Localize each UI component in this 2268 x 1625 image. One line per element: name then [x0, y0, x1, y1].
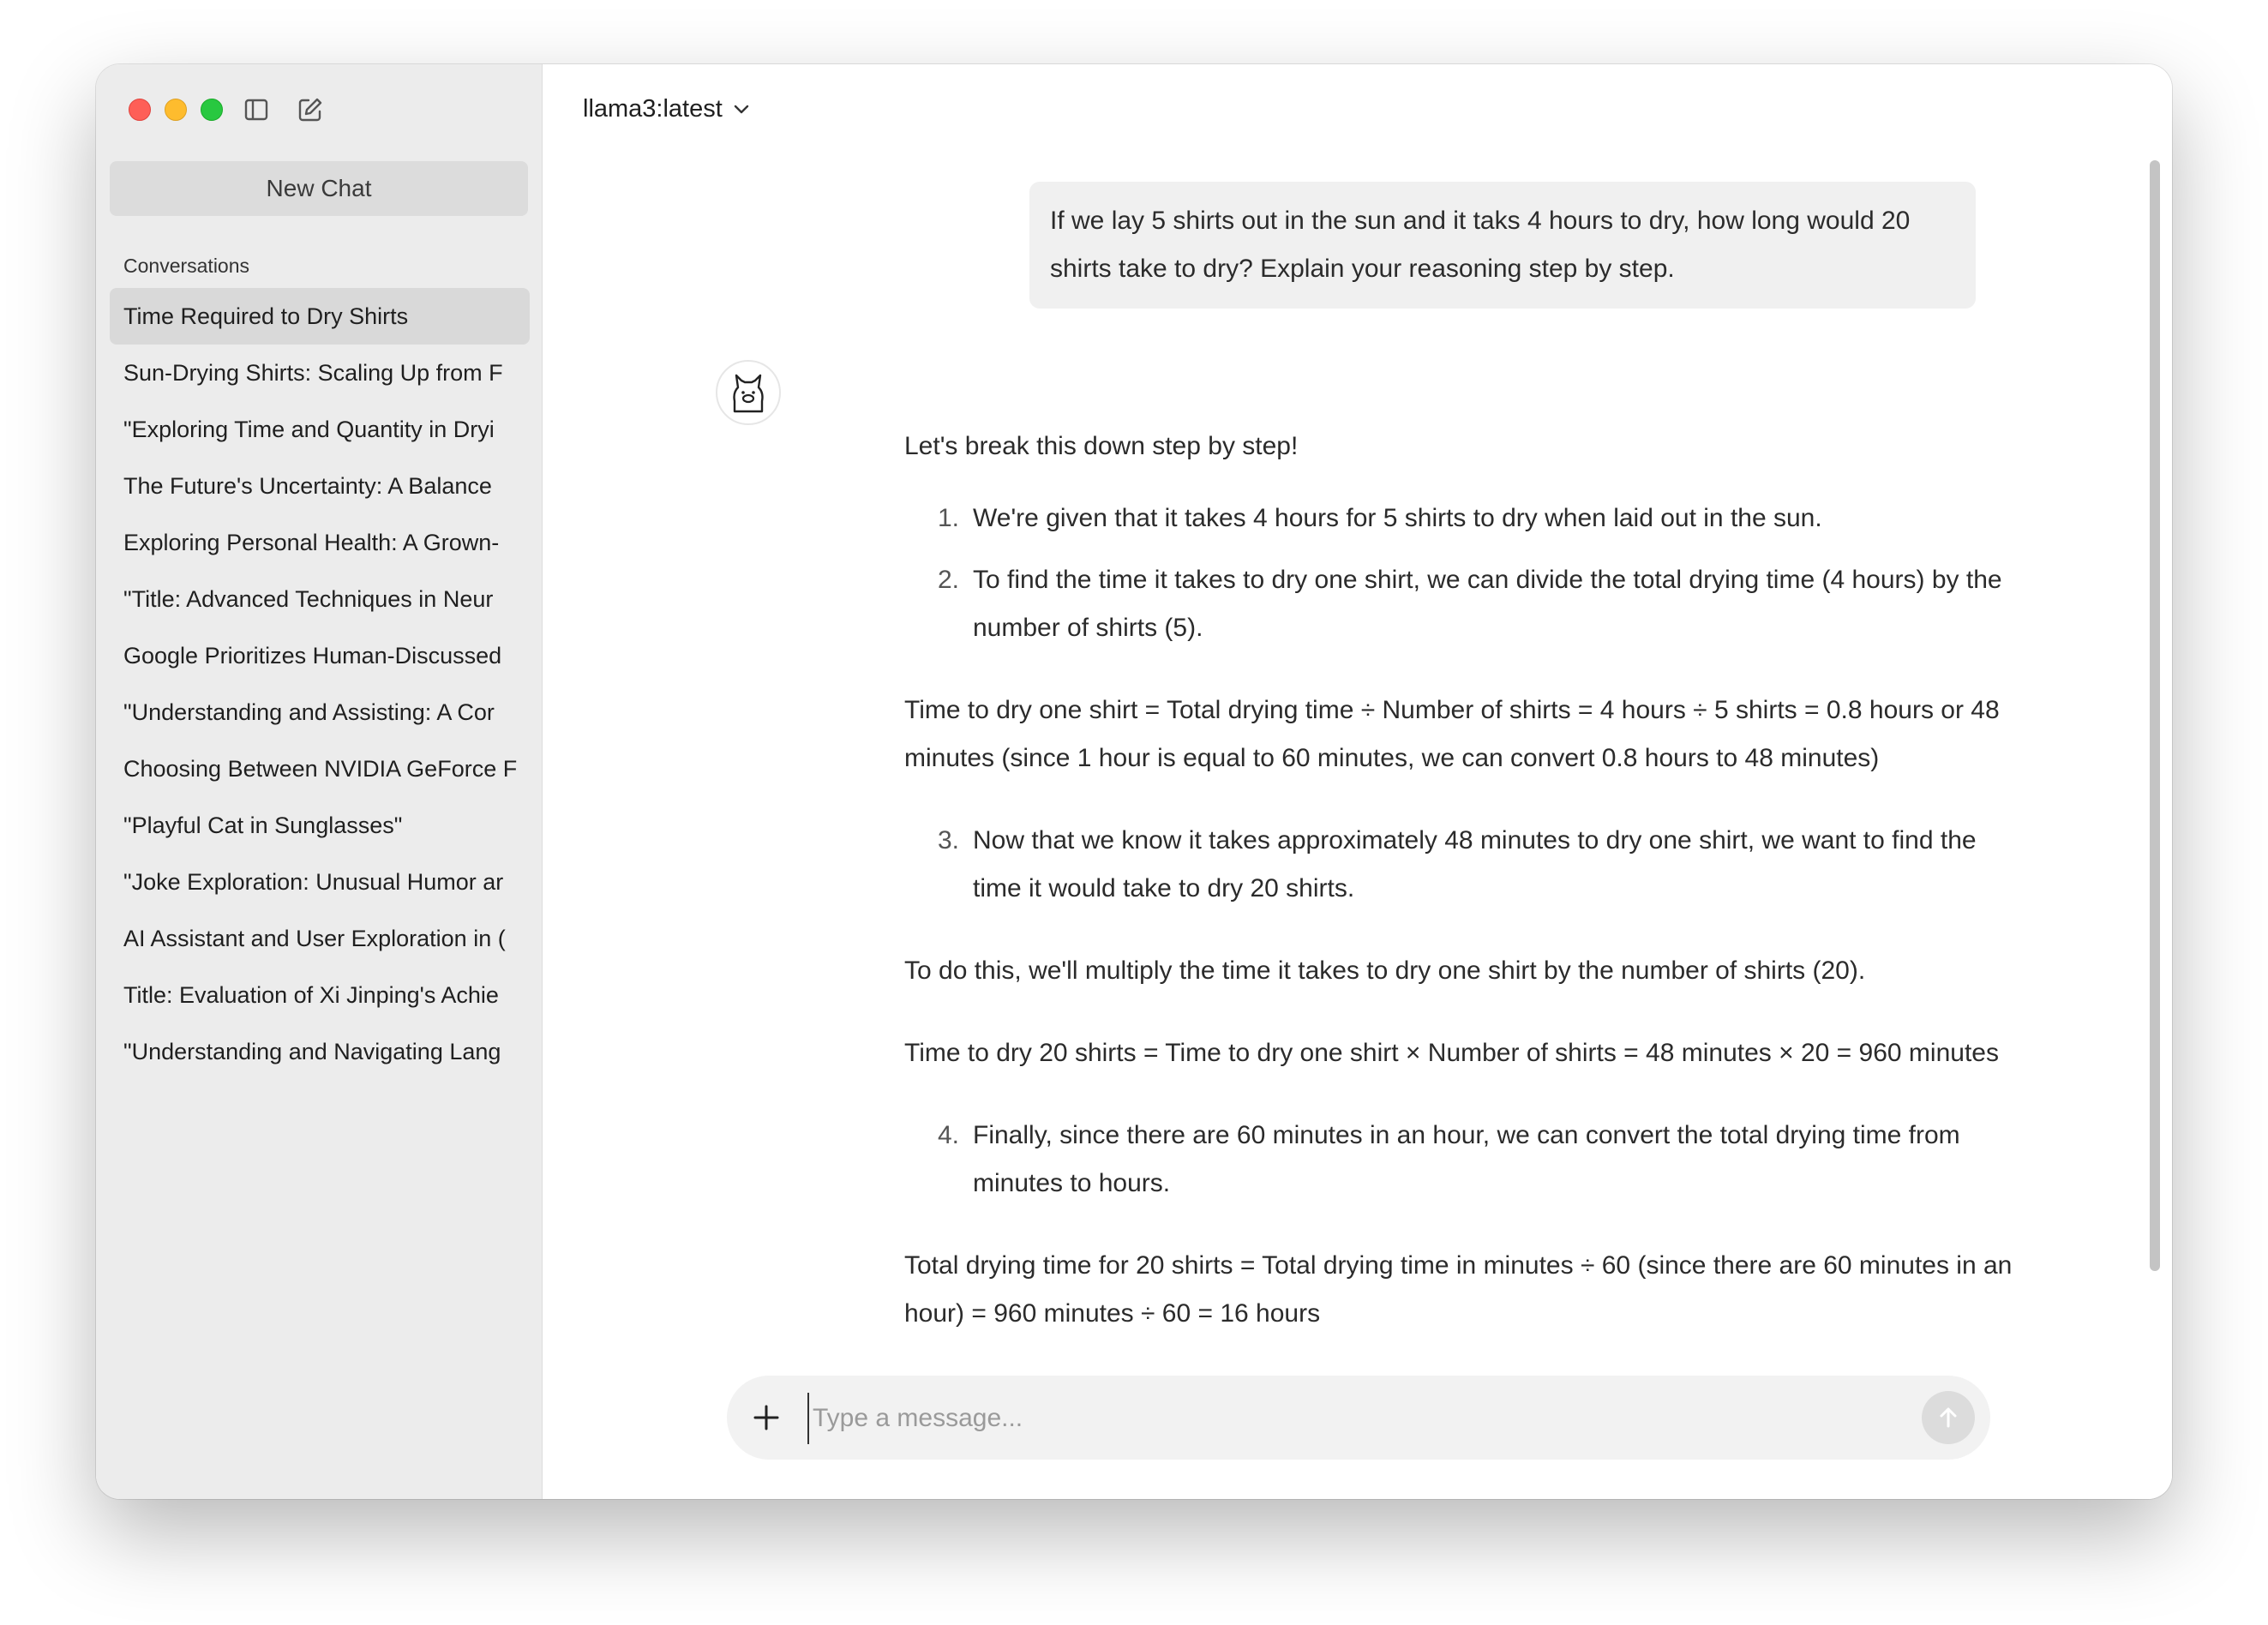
model-selector[interactable] — [583, 95, 750, 123]
reply-paragraph: Time to dry 20 shirts = Time to dry one shirt × Number of shirts = 48 minutes × 20 = 960 minutes — [904, 1039, 1999, 1067]
step-text: We're given that it takes 4 hours for 5 shirts to dry when laid out in the sun. — [973, 504, 1822, 532]
conversation-list — [110, 288, 530, 1080]
app-window — [96, 64, 2172, 1499]
reply-paragraph: Time to dry one shirt = Total drying time ÷ Number of shirts = 4 hours ÷ 5 shirts = 0.8 hours or 48 minutes (since 1 hour is equal to 60 minutes, we can convert 0.8 hours to 48 minutes) — [904, 696, 2000, 772]
step-number: 2. — [937, 566, 959, 594]
chat-area — [543, 64, 2172, 1499]
conversation-item[interactable]: "Exploring Time and Quantity in Dryi — [123, 417, 495, 442]
conversation-item[interactable]: The Future's Uncertainty: A Balance — [123, 473, 492, 499]
reply-paragraph: To do this, we'll multiply the time it takes to dry one shirt by the number of shirts (20). — [904, 956, 1866, 985]
close-window-button[interactable] — [129, 99, 151, 121]
assistant-message — [904, 423, 2019, 1372]
model-name: llama3:latest — [583, 95, 723, 123]
minimize-window-button[interactable] — [165, 99, 187, 121]
list-item — [904, 556, 2019, 652]
conversation-item[interactable]: Title: Evaluation of Xi Jinping's Achie — [123, 982, 499, 1008]
message-input[interactable] — [807, 1393, 1843, 1444]
plus-icon[interactable] — [751, 1402, 782, 1433]
list-item — [904, 817, 2019, 913]
window-controls — [129, 99, 223, 121]
conversation-item[interactable]: "Joke Exploration: Unusual Humor ar — [123, 869, 504, 895]
conversations-heading: Conversations — [123, 255, 250, 277]
conversation-item[interactable]: Google Prioritizes Human-Discussed — [123, 643, 502, 669]
sidebar-toggle-icon[interactable] — [242, 95, 271, 124]
reply-paragraph: Total drying time for 20 shirts = Total drying time in minutes ÷ 60 (since there are 60 minutes in an hour) = 960 minutes ÷ 60 = 16 hours — [904, 1251, 2013, 1328]
list-item — [904, 495, 2019, 543]
scrollbar[interactable] — [2150, 160, 2160, 1271]
arrow-up-icon — [1935, 1405, 1961, 1430]
conversation-item[interactable]: AI Assistant and User Exploration in ( — [123, 926, 506, 951]
zoom-window-button[interactable] — [201, 99, 223, 121]
sidebar — [96, 64, 543, 1499]
step-text: To find the time it takes to dry one shirt, we can divide the total drying time (4 hours) by the number of shirts (5). — [973, 566, 2002, 642]
conversation-item[interactable]: Exploring Personal Health: A Grown- — [123, 530, 500, 555]
new-chat-button[interactable]: New Chat — [110, 161, 528, 216]
conversation-item[interactable]: "Title: Advanced Techniques in Neur — [123, 586, 494, 612]
steps-list — [904, 817, 2019, 913]
step-text: Now that we know it takes approximately 48 minutes to dry one shirt, we want to find the time it would take to dry 20 shirts. — [973, 826, 1977, 902]
chevron-down-icon — [733, 104, 750, 116]
step-text: Finally, since there are 60 minutes in an hour, we can convert the total drying time from minutes to hours. — [973, 1121, 1960, 1197]
step-number: 3. — [937, 826, 959, 854]
conversation-item[interactable]: Sun-Drying Shirts: Scaling Up from F — [123, 360, 503, 386]
step-number: 4. — [937, 1121, 959, 1149]
conversation-item[interactable]: Choosing Between NVIDIA GeForce F — [123, 756, 518, 782]
steps-list — [904, 495, 2019, 652]
reply-intro: Let's break this down step by step! — [904, 432, 1299, 460]
user-message: If we lay 5 shirts out in the sun and it taks 4 hours to dry, how long would 20 shirts take to dry? Explain your reasoning step by step. — [1029, 182, 1976, 309]
conversation-item-active[interactable]: Time Required to Dry Shirts — [110, 288, 530, 345]
message-composer — [727, 1376, 1990, 1460]
conversation-item[interactable]: "Playful Cat in Sunglasses" — [123, 812, 403, 838]
compose-icon[interactable] — [296, 95, 325, 124]
llama-icon — [716, 360, 781, 425]
conversation-item[interactable]: "Understanding and Navigating Lang — [123, 1039, 501, 1064]
step-number: 1. — [937, 504, 959, 532]
steps-list — [904, 1112, 2019, 1208]
send-button[interactable] — [1922, 1391, 1975, 1444]
list-item — [904, 1112, 2019, 1208]
conversation-item[interactable]: "Understanding and Assisting: A Cor — [123, 699, 495, 725]
